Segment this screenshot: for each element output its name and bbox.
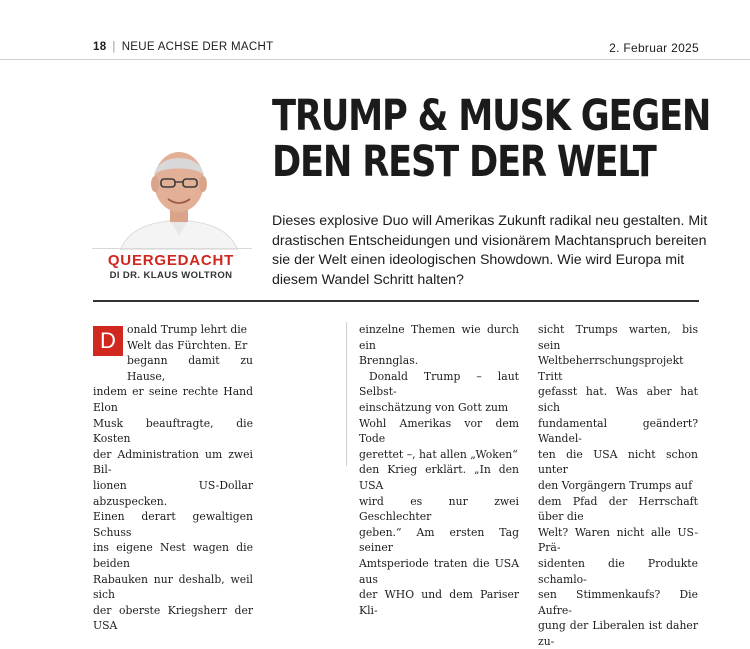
article-title xyxy=(272,91,711,187)
body-column-1 xyxy=(93,322,253,634)
body-line: fundamental geändert? Wandel- xyxy=(538,416,698,446)
body-line: dem Pfad der Herrschaft über die xyxy=(538,494,698,524)
title-line-2: DEN REST DER WELT xyxy=(272,137,656,187)
body-line: Musk beauftragte, die Kosten xyxy=(93,416,253,446)
body-line: lionen US-Dollar abzuspecken. xyxy=(93,478,253,508)
body-line: indem er seine rechte Hand Elon xyxy=(93,385,253,414)
body-line: onald Trump lehrt die xyxy=(127,323,248,336)
body-line: sen Stimmenkaufs? Die Aufre- xyxy=(538,588,698,617)
header-separator: | xyxy=(112,41,116,53)
body-line: der WHO und dem Pariser Kli- xyxy=(359,588,519,617)
body-line: einschätzung von Gott zum xyxy=(359,400,509,414)
body-line: sidenten die Produkte schamlo- xyxy=(538,556,698,586)
body-line: Einen derart gewaltigen Schuss xyxy=(93,510,253,539)
body-column-2 xyxy=(359,322,519,618)
column-kicker: QUERGEDACHT xyxy=(107,252,235,269)
author-byline: DI DR. KLAUS WOLTRON xyxy=(109,270,233,281)
body-line: begann damit zu Hause, xyxy=(127,354,253,383)
body-line: Brennglas. xyxy=(359,354,419,368)
body-line: der oberste Kriegsherr der USA xyxy=(93,603,253,633)
body-line: gefasst hat. Was aber hat sich xyxy=(538,385,698,414)
body-line: der Administration um zwei Bil- xyxy=(93,447,253,477)
body-line: sicht Trumps warten, bis sein xyxy=(538,323,698,352)
article-lead: Dieses explosive Duo will Amerikas Zukunft radikal neu gestalten. Mit drastischen Entscheidungen und visionärem Machtanspruch bereiten sie der Welt einen ideologischen Showdown. Wie wird Europa mit diesem Wandel Schritt halten? xyxy=(272,213,708,288)
body-line: Donald Trump – laut Selbst- xyxy=(359,369,519,399)
body-line: geben.“ Am ersten Tag seiner xyxy=(359,525,519,555)
body-line: Wohl Amerikas vor dem Tode xyxy=(359,416,519,446)
drop-cap: D xyxy=(93,326,123,356)
header-rule xyxy=(0,59,750,60)
page-number: 18 xyxy=(93,41,107,53)
column-separator xyxy=(346,322,347,466)
body-line: ten die USA nicht schon unter xyxy=(538,447,698,477)
body-line: gung der Liberalen ist daher zu- xyxy=(538,619,698,648)
author-portrait xyxy=(120,146,238,250)
body-line: wird es nur zwei Geschlechter xyxy=(359,494,519,524)
title-line-1: TRUMP & MUSK GEGEN xyxy=(272,91,711,141)
body-line: einzelne Themen wie durch ein xyxy=(359,323,519,352)
body-line: gerettet –, hat allen „Woken“ xyxy=(359,447,518,461)
top-margin xyxy=(0,0,750,28)
body-line: den Vorgängern Trumps auf xyxy=(538,478,693,492)
header-section-label xyxy=(93,41,273,53)
body-line: Weltbeherrschungsprojekt Tritt xyxy=(538,354,684,383)
body-line: ins eigene Nest wagen die beiden xyxy=(93,541,253,570)
body-column-3 xyxy=(538,322,698,649)
page-header xyxy=(93,38,701,60)
body-line: Rabauken nur deshalb, weil sich xyxy=(93,572,253,602)
section-name: NEUE ACHSE DER MACHT xyxy=(121,41,274,53)
body-line: Amtsperiode traten die USA aus xyxy=(359,556,519,586)
portrait-rule xyxy=(92,248,252,249)
body-line: Welt das Fürchten. Er xyxy=(127,338,248,352)
body-line: Welt? Waren nicht alle US-Prä- xyxy=(538,525,698,555)
body-line: den Krieg erklärt. „In den USA xyxy=(359,463,519,492)
issue-date: 2. Februar 2025 xyxy=(609,41,699,55)
section-divider xyxy=(93,300,699,302)
